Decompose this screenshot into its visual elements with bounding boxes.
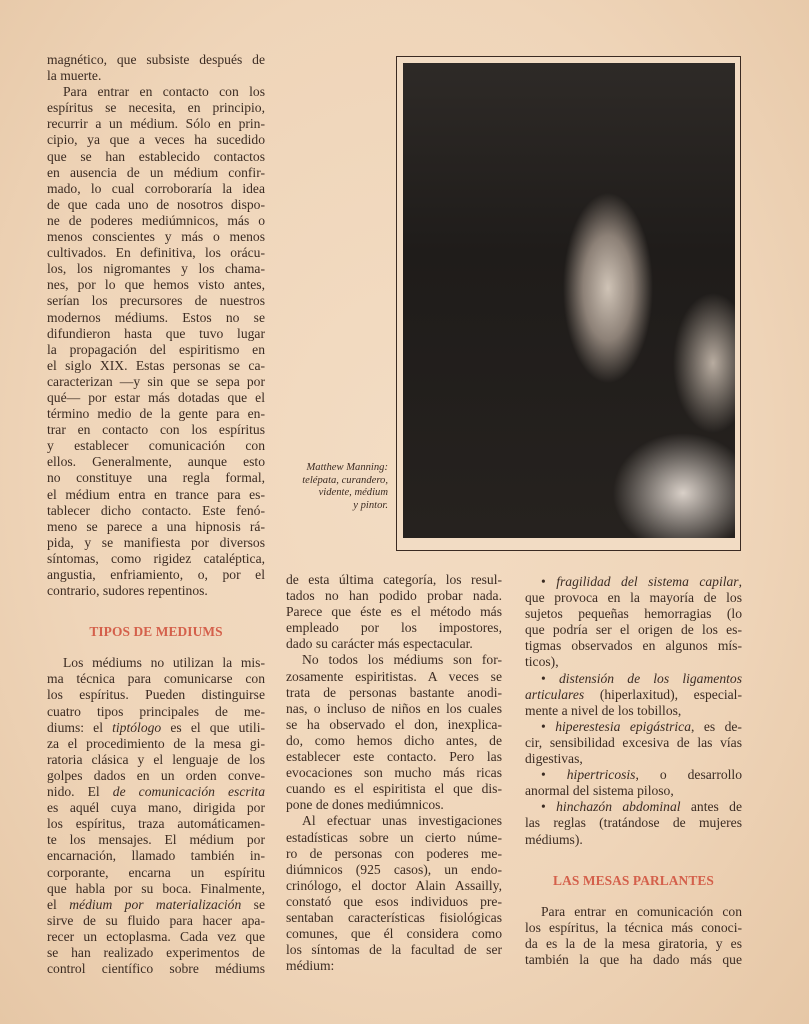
text-line: angustia, enfriamiento, o, por el bbox=[47, 567, 265, 582]
text-line: No todos los médiums son for- bbox=[302, 652, 502, 668]
text-line: caracterizan —y sin que se sepa por bbox=[47, 373, 265, 389]
text-line: que podría ser el origen de los es- bbox=[525, 622, 742, 638]
paragraph bbox=[525, 671, 742, 719]
text-line: zosamente espiritistas. A veces se bbox=[286, 668, 502, 684]
text-line: sirve de su fluido para hacer apa- bbox=[47, 912, 265, 928]
text-line: ticos), bbox=[525, 654, 559, 670]
text-line: diúmnicos (925 casos), un endo- bbox=[286, 861, 502, 877]
text-line: los síntomas de la facultad de ser bbox=[286, 942, 502, 958]
text-line: diums: el tiptólogo es el que utili- bbox=[47, 719, 265, 735]
text-line: recurrir a un médium. Sólo en prin- bbox=[47, 116, 265, 132]
text-line: contrario, sudores repentinos. bbox=[47, 583, 208, 599]
text-line: ne de poderes mediúmnicos, más o bbox=[47, 212, 265, 228]
text-line: los espíritus, la técnica más conoci- bbox=[525, 919, 742, 935]
text-line: • distensión de los ligamentos bbox=[541, 670, 742, 686]
photo-frame bbox=[396, 56, 741, 551]
text-line: el siglo XIX. Estas personas se ca- bbox=[47, 357, 265, 373]
text-line: za el procedimiento de la mesa gi- bbox=[47, 735, 265, 751]
text-line: espíritus se necesita, en principio, bbox=[47, 100, 265, 116]
text-line: término medio de la gente para en- bbox=[47, 406, 265, 422]
text-line: médiums). bbox=[525, 831, 583, 847]
text-line: pida, y se manifiesta por diversos bbox=[47, 534, 265, 550]
text-line: los espíritus, traza automáticamen- bbox=[47, 816, 265, 832]
text-line: encarnación, llamado también in- bbox=[47, 848, 265, 864]
text-line: control científico sobre médiums bbox=[47, 961, 265, 977]
text-line: ratoria clásica y el lenguaje de los bbox=[47, 751, 265, 767]
text-line: en ausencia de un médium confir- bbox=[47, 164, 265, 180]
text-line: médium: bbox=[286, 958, 335, 974]
text-line: crinólogo, el doctor Alain Assailly, bbox=[286, 877, 502, 893]
text-line: Al efectuar unas investigaciones bbox=[302, 813, 502, 829]
text-line: cultivados. En definitiva, los orácu- bbox=[47, 245, 265, 261]
text-line: ma técnica para comunicarse con bbox=[47, 671, 265, 687]
text-line: • hiperestesia epigástrica, es de- bbox=[541, 718, 742, 734]
text-line: magnético, que subsiste después de bbox=[47, 52, 265, 67]
text-line: el médium por materialización se bbox=[47, 896, 265, 912]
paragraph bbox=[286, 652, 502, 813]
text-line: constató que esos individuos pre- bbox=[286, 893, 502, 909]
text-line: pone de dones mediúmnicos. bbox=[286, 797, 444, 813]
text-line: recer un ectoplasma. Cada vez que bbox=[47, 928, 265, 944]
text-line: cuando es el espiritista el que dis- bbox=[286, 781, 502, 797]
text-line: difundieron hasta que tuvo lugar bbox=[47, 325, 265, 341]
text-line: es aquél cuya mano, dirigida por bbox=[47, 800, 265, 816]
paragraph bbox=[47, 84, 265, 599]
text-line: estadísticas sobre un cierto núme- bbox=[286, 829, 502, 845]
column-left bbox=[47, 52, 265, 977]
section-heading: TIPOS DE MEDIUMS bbox=[89, 624, 223, 640]
text-line: empleado por los impostores, bbox=[286, 620, 502, 636]
text-line: sujetos pequeñas hemorragias (lo bbox=[525, 606, 742, 622]
text-line: nas, o incluso de niños en los cuales bbox=[286, 700, 502, 716]
text-line: do, como hemos dicho antes, de bbox=[286, 732, 502, 748]
text-line: da es la de la mesa giratoria, y es bbox=[525, 935, 742, 951]
text-line: que habla por su boca. Finalmente, bbox=[47, 880, 265, 896]
text-line: trata de personas bastante anodi- bbox=[286, 684, 502, 700]
text-line: Parece que éste es el método más bbox=[286, 604, 502, 620]
text-line: te los mensajes. El médium por bbox=[47, 832, 265, 848]
paragraph bbox=[525, 767, 742, 799]
text-line: tados no han podido probar nada. bbox=[286, 588, 502, 604]
text-line: • hinchazón abdominal antes de bbox=[541, 799, 742, 815]
paragraph bbox=[525, 719, 742, 767]
text-line: Los médiums no utilizan la mis- bbox=[63, 655, 265, 671]
text-line: las reglas (tratándose de mujeres bbox=[525, 815, 742, 831]
text-line: ellos. Generalmente, aunque esto bbox=[47, 454, 265, 470]
paragraph bbox=[525, 904, 742, 968]
text-line: cuatro tipos principales de me- bbox=[47, 703, 265, 719]
paragraph bbox=[47, 52, 265, 84]
text-line: el médium entra en trance para es- bbox=[47, 486, 265, 502]
text-line: los espíritus. Pueden distinguirse bbox=[47, 687, 265, 703]
column-right bbox=[525, 574, 742, 968]
text-line: y establecer comunicación con bbox=[47, 438, 265, 454]
text-line: anormal del sistema piloso, bbox=[525, 783, 674, 799]
text-line: evocaciones son mucho más ricas bbox=[286, 765, 502, 781]
text-line: también la que ha dado más que bbox=[525, 951, 742, 967]
section-heading: LAS MESAS PARLANTES bbox=[553, 872, 714, 888]
text-line: mado, lo cual corroboraría la idea bbox=[47, 180, 265, 196]
text-line: meno se parece a una hipnosis rá- bbox=[47, 518, 265, 534]
portrait-photo-matthew-manning bbox=[403, 63, 735, 538]
text-line: los, los nigromantes y los chama- bbox=[47, 261, 265, 277]
text-line: la muerte. bbox=[47, 68, 102, 84]
text-line: que se han establecido contactos bbox=[47, 148, 265, 164]
text-line: Para entrar en contacto con los bbox=[63, 84, 265, 100]
text-line: dado su carácter más espectacular. bbox=[286, 636, 473, 652]
text-line: Para entrar en comunicación con bbox=[541, 903, 742, 919]
caption-line: telépata, curandero, bbox=[302, 474, 388, 486]
text-line: nes, por lo que hemos visto antes, bbox=[47, 277, 265, 293]
text-line: ro de personas con poderes me- bbox=[286, 845, 502, 861]
text-line: de que cada uno de nosotros dispo- bbox=[47, 196, 265, 212]
text-line: tigmas observados en algunos mís- bbox=[525, 638, 742, 654]
text-line: trar en contacto con los espíritus bbox=[47, 422, 265, 438]
text-line: digestivas, bbox=[525, 751, 583, 767]
text-line: golpes dados en un orden conve- bbox=[47, 767, 265, 783]
text-line: cipio, ya que a veces ha sucedido bbox=[47, 132, 265, 148]
text-line: modernos médiums. Estos no se bbox=[47, 309, 265, 325]
text-line: de esta última categoría, los resul- bbox=[286, 572, 502, 587]
caption-line: Matthew Manning: bbox=[306, 462, 388, 473]
paragraph bbox=[525, 574, 742, 671]
caption-line: y pintor. bbox=[353, 499, 388, 511]
text-line: no constituye una regla formal, bbox=[47, 470, 265, 486]
text-line: articulares (hiperlaxitud), especial- bbox=[525, 686, 742, 702]
text-line: • fragilidad del sistema capilar, bbox=[541, 574, 742, 589]
text-line: qué— por estar más dotadas que el bbox=[47, 389, 265, 405]
text-line: tablecer dicho contacto. Este fenó- bbox=[47, 502, 265, 518]
photo-caption bbox=[292, 462, 388, 512]
caption-line: vidente, médium bbox=[318, 487, 388, 499]
text-line: sentaban características fisiológicas bbox=[286, 909, 502, 925]
text-line: corporante, encarna un espíritu bbox=[47, 864, 265, 880]
paragraph bbox=[525, 799, 742, 847]
paragraph bbox=[286, 572, 502, 652]
paragraph bbox=[286, 813, 502, 974]
paragraph bbox=[47, 655, 265, 977]
text-line: se han realizado experimentos de bbox=[47, 944, 265, 960]
text-line: menos conscientes y más o menos bbox=[47, 229, 265, 245]
text-line: síntomas, como rigidez cataléptica, bbox=[47, 550, 265, 566]
text-line: que provoca en la mayoría de los bbox=[525, 590, 742, 606]
text-line: cir, sensibilidad excesiva de las vías bbox=[525, 734, 742, 750]
text-line: nido. El de comunicación escrita bbox=[47, 784, 265, 800]
text-line: establecer este contacto. Pero las bbox=[286, 749, 502, 765]
column-middle bbox=[286, 572, 502, 974]
text-line: serían los precursores de nuestros bbox=[47, 293, 265, 309]
text-line: mente a nivel de los tobillos, bbox=[525, 702, 682, 718]
text-line: comunes, que él considera como bbox=[286, 926, 502, 942]
text-line: • hipertricosis, o desarrollo bbox=[541, 767, 742, 783]
text-line: se ha observado el don, inexplica- bbox=[286, 716, 502, 732]
text-line: la propagación del espiritismo en bbox=[47, 341, 265, 357]
